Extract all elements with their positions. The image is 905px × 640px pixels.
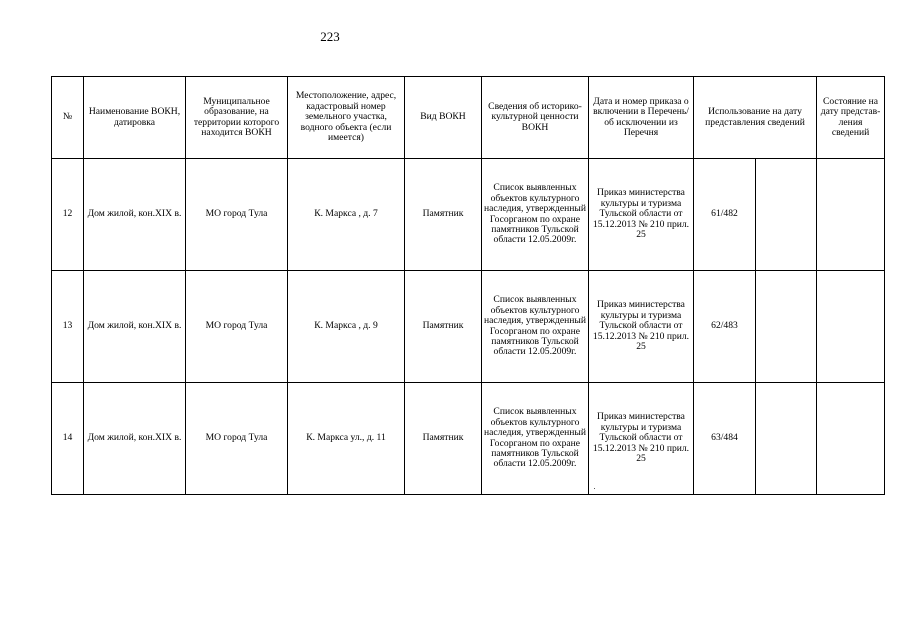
table-row bbox=[52, 383, 885, 495]
scan-speck bbox=[594, 488, 595, 489]
row-usage-code: 61/482 bbox=[694, 159, 756, 271]
header-location: Местоположение, адрес, кадастровый номер земельного участка, водного объекта (если имеется) bbox=[288, 77, 405, 159]
row-num: 12 bbox=[52, 159, 84, 271]
row-name: Дом жилой, кон.XIX в. bbox=[84, 271, 186, 383]
row-usage-extra bbox=[756, 271, 817, 383]
row-order: Приказ министерства культуры и туризма Тульской области от 15.12.2013 № 210 прил. 25 bbox=[589, 383, 694, 495]
row-order: Приказ министерства культуры и туризма Тульской области от 15.12.2013 № 210 прил. 25 bbox=[589, 159, 694, 271]
row-value-info: Список выявленных объектов культурного наследия, утвержденный Госорганом по охране памятников Тульской области 12.05.2009г. bbox=[482, 271, 589, 383]
row-usage-code: 63/484 bbox=[694, 383, 756, 495]
row-type: Памятник bbox=[405, 271, 482, 383]
row-num: 14 bbox=[52, 383, 84, 495]
row-municipality: МО город Тула bbox=[186, 383, 288, 495]
row-usage-extra bbox=[756, 383, 817, 495]
page-number: 223 bbox=[320, 29, 340, 44]
row-order: Приказ министерства культуры и туризма Тульской области от 15.12.2013 № 210 прил. 25 bbox=[589, 271, 694, 383]
heritage-objects-table bbox=[51, 76, 885, 495]
table-row bbox=[52, 271, 885, 383]
row-location: К. Маркса , д. 9 bbox=[288, 271, 405, 383]
row-value-info: Список выявленных объектов культурного наследия, утвержденный Госорганом по охране памятников Тульской области 12.05.2009г. bbox=[482, 383, 589, 495]
row-type: Памятник bbox=[405, 159, 482, 271]
row-usage-extra bbox=[756, 159, 817, 271]
row-usage-code: 62/483 bbox=[694, 271, 756, 383]
row-location: К. Маркса , д. 7 bbox=[288, 159, 405, 271]
row-municipality: МО город Тула bbox=[186, 159, 288, 271]
row-value-info: Список выявленных объектов культурного наследия, утвержденный Госорганом по охране памятников Тульской области 12.05.2009г. bbox=[482, 159, 589, 271]
row-type: Памятник bbox=[405, 383, 482, 495]
row-num: 13 bbox=[52, 271, 84, 383]
header-municipality: Муниципальное образование, на территории которого находится ВОКН bbox=[186, 77, 288, 159]
row-state bbox=[817, 159, 885, 271]
row-state bbox=[817, 383, 885, 495]
row-location: К. Маркса ул., д. 11 bbox=[288, 383, 405, 495]
row-name: Дом жилой, кон.XIX в. bbox=[84, 383, 186, 495]
table-row bbox=[52, 159, 885, 271]
header-num: № bbox=[52, 77, 84, 159]
table-header-row bbox=[52, 77, 885, 159]
row-name: Дом жилой, кон.XIX в. bbox=[84, 159, 186, 271]
row-state bbox=[817, 271, 885, 383]
row-municipality: МО город Тула bbox=[186, 271, 288, 383]
header-type: Вид ВОКН bbox=[405, 77, 482, 159]
header-usage: Использование на дату представления сведений bbox=[694, 77, 817, 159]
header-name: Наименование ВОКН, датировка bbox=[84, 77, 186, 159]
header-state: Состояние на дату представ-ления сведений bbox=[817, 77, 885, 159]
header-order: Дата и номер приказа о включении в Перечень/ об исключении из Перечня bbox=[589, 77, 694, 159]
header-value-info: Сведения об историко-культурной ценности ВОКН bbox=[482, 77, 589, 159]
